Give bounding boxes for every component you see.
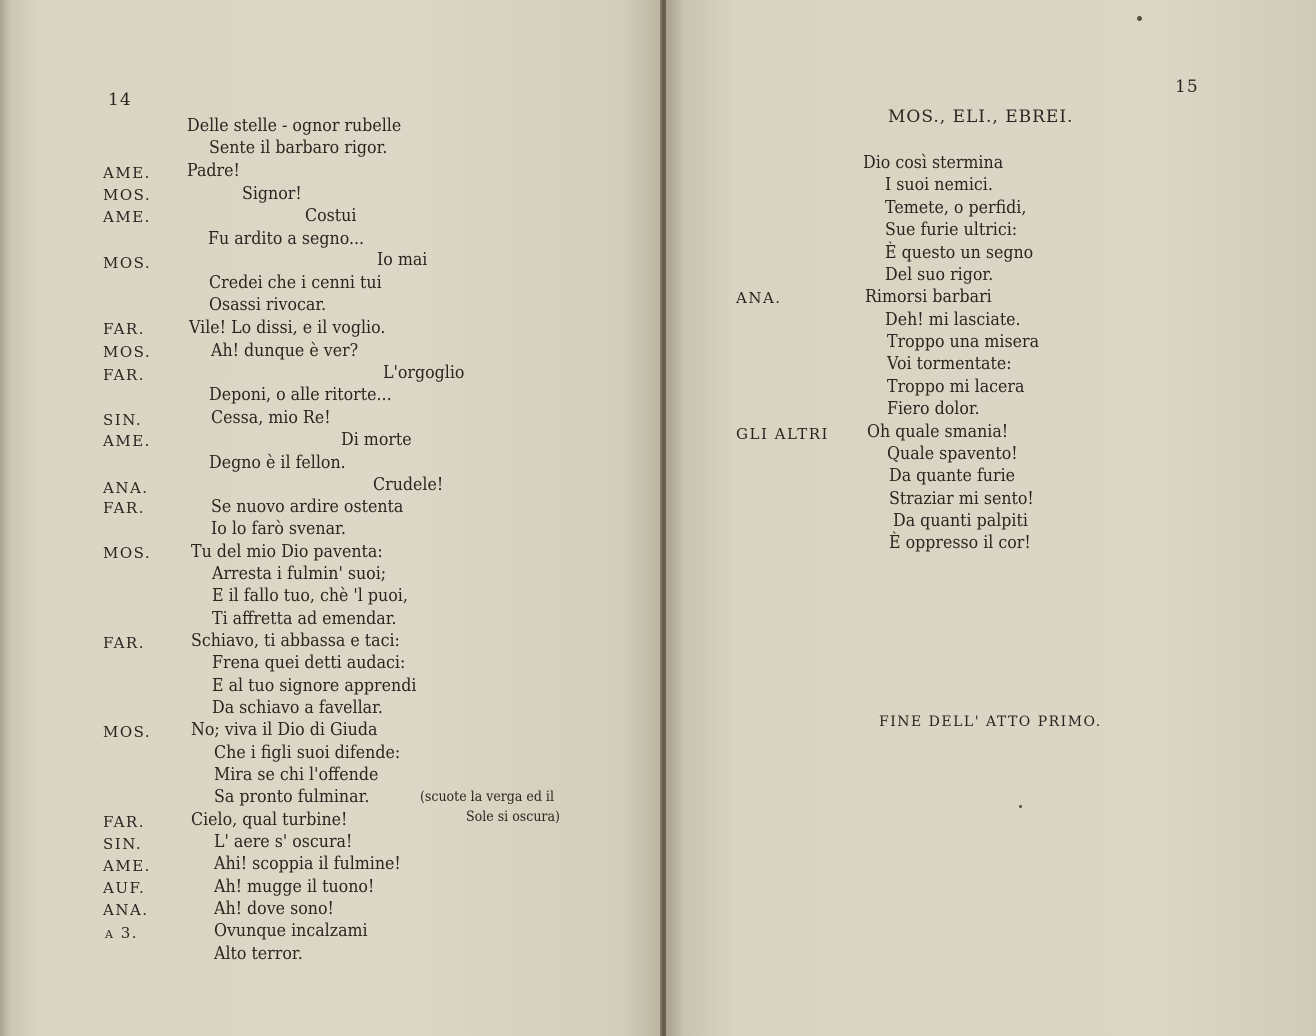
verse-line: L' aere s' oscura! <box>214 831 353 852</box>
verse-line: E il fallo tuo, chè 'l puoi, <box>212 585 408 606</box>
verse-line: Ovunque incalzami <box>214 920 368 941</box>
verse-line: Straziar mi sento! <box>889 488 1034 509</box>
verse-line: Io mai <box>377 249 428 270</box>
verse-line: Ti affretta ad emendar. <box>212 608 397 629</box>
speaker-label: MOS. <box>103 186 152 204</box>
speaker-label: MOS. <box>103 254 152 272</box>
verse-line: Voi tormentate: <box>887 353 1012 374</box>
verse-line: Che i figli suoi difende: <box>214 742 401 763</box>
speaker-label: MOS. <box>103 544 152 562</box>
speaker-label: FAR. <box>103 366 145 384</box>
verse-line: Troppo mi lacera <box>887 376 1025 397</box>
verse-line: Del suo rigor. <box>885 264 994 285</box>
speaker-label: FAR. <box>103 320 145 338</box>
verse-line: Troppo una misera <box>887 331 1040 352</box>
verse-line: Temete, o perfidi, <box>885 197 1027 218</box>
speaker-label: AME. <box>103 857 151 875</box>
stage-direction: (scuote la verga ed il <box>420 789 554 805</box>
verse-line: Cielo, qual turbine! <box>191 809 348 830</box>
speaker-label: MOS. <box>103 723 152 741</box>
speaker-label: AME. <box>103 432 151 450</box>
verse-line: Oh quale smania! <box>867 421 1009 442</box>
verse-line: Sa pronto fulminar. <box>214 786 370 807</box>
verse-line: Ah! dunque è ver? <box>211 340 359 361</box>
verse-line: Vile! Lo dissi, e il voglio. <box>189 317 386 338</box>
verse-line: Io lo farò svenar. <box>211 518 346 539</box>
verse-line: Signor! <box>242 183 302 204</box>
paper-spot <box>1019 805 1022 808</box>
speaker-label: FAR. <box>103 499 145 517</box>
speaker-label: AME. <box>103 208 151 226</box>
speaker-label: GLI ALTRI <box>736 425 829 443</box>
verse-line: Crudele! <box>373 474 444 495</box>
page-number: 14 <box>108 90 132 110</box>
verse-line: Quale spavento! <box>887 443 1018 464</box>
speaker-label: FAR. <box>103 634 145 652</box>
verse-line: Frena quei detti audaci: <box>212 652 406 673</box>
verse-line: Padre! <box>187 160 240 181</box>
speaker-label: ANA. <box>736 289 782 307</box>
page-number: 15 <box>1175 77 1199 97</box>
verse-line: Arresta i fulmin' suoi; <box>212 563 387 584</box>
right-page <box>666 0 1316 1036</box>
verse-line: Fu ardito a segno... <box>208 228 365 249</box>
paper-spot <box>1137 16 1142 21</box>
verse-line: Osassi rivocar. <box>209 294 327 315</box>
verse-line: Costui <box>305 205 357 226</box>
speaker-label: SIN. <box>103 835 143 853</box>
speaker-label: AUF. <box>103 879 146 897</box>
verse-line: Ah! mugge il tuono! <box>214 876 375 897</box>
verse-line: Deponi, o alle ritorte... <box>209 384 392 405</box>
scene-header: MOS., ELI., EBREI. <box>888 107 1074 127</box>
verse-line: E al tuo signore apprendi <box>212 675 417 696</box>
speaker-label: AME. <box>103 164 151 182</box>
verse-line: Da quanti palpiti <box>893 510 1028 531</box>
verse-line: Deh! mi lasciate. <box>885 309 1021 330</box>
verse-line: Alto terror. <box>214 943 303 964</box>
speaker-label: ANA. <box>103 479 149 497</box>
verse-line: Sue furie ultrici: <box>885 219 1018 240</box>
verse-line: Fiero dolor. <box>887 398 980 419</box>
verse-line: Mira se chi l'offende <box>214 764 379 785</box>
speaker-label: a 3. <box>105 924 139 942</box>
verse-line: Ahi! scoppia il fulmine! <box>214 853 401 874</box>
verse-line: L'orgoglio <box>383 362 465 383</box>
verse-line: È oppresso il cor! <box>889 532 1031 553</box>
verse-line: I suoi nemici. <box>885 174 993 195</box>
verse-line: Degno è il fellon. <box>209 452 346 473</box>
verse-line: Schiavo, ti abbassa e taci: <box>191 630 400 651</box>
speaker-label: FAR. <box>103 813 145 831</box>
verse-line: Ah! dove sono! <box>214 898 334 919</box>
verse-line: Di morte <box>341 429 412 450</box>
speaker-label: MOS. <box>103 343 152 361</box>
verse-line: Credei che i cenni tui <box>209 272 382 293</box>
verse-line: Se nuovo ardire ostenta <box>211 496 404 517</box>
verse-line: Tu del mio Dio paventa: <box>191 541 383 562</box>
verse-line: Sente il barbaro rigor. <box>209 137 388 158</box>
verse-line: Da quante furie <box>889 465 1016 486</box>
verse-line: È questo un segno <box>885 242 1034 263</box>
verse-line: Delle stelle - ognor rubelle <box>187 115 402 136</box>
verse-line: No; viva il Dio di Giuda <box>191 719 378 740</box>
speaker-label: ANA. <box>103 901 149 919</box>
act-end-footer: FINE DELL' ATTO PRIMO. <box>879 714 1102 730</box>
verse-line: Da schiavo a favellar. <box>212 697 383 718</box>
speaker-label: SIN. <box>103 411 143 429</box>
verse-line: Rimorsi barbari <box>865 286 992 307</box>
verse-line: Dio così stermina <box>863 152 1004 173</box>
stage-direction: Sole si oscura) <box>466 809 560 825</box>
verse-line: Cessa, mio Re! <box>211 407 331 428</box>
